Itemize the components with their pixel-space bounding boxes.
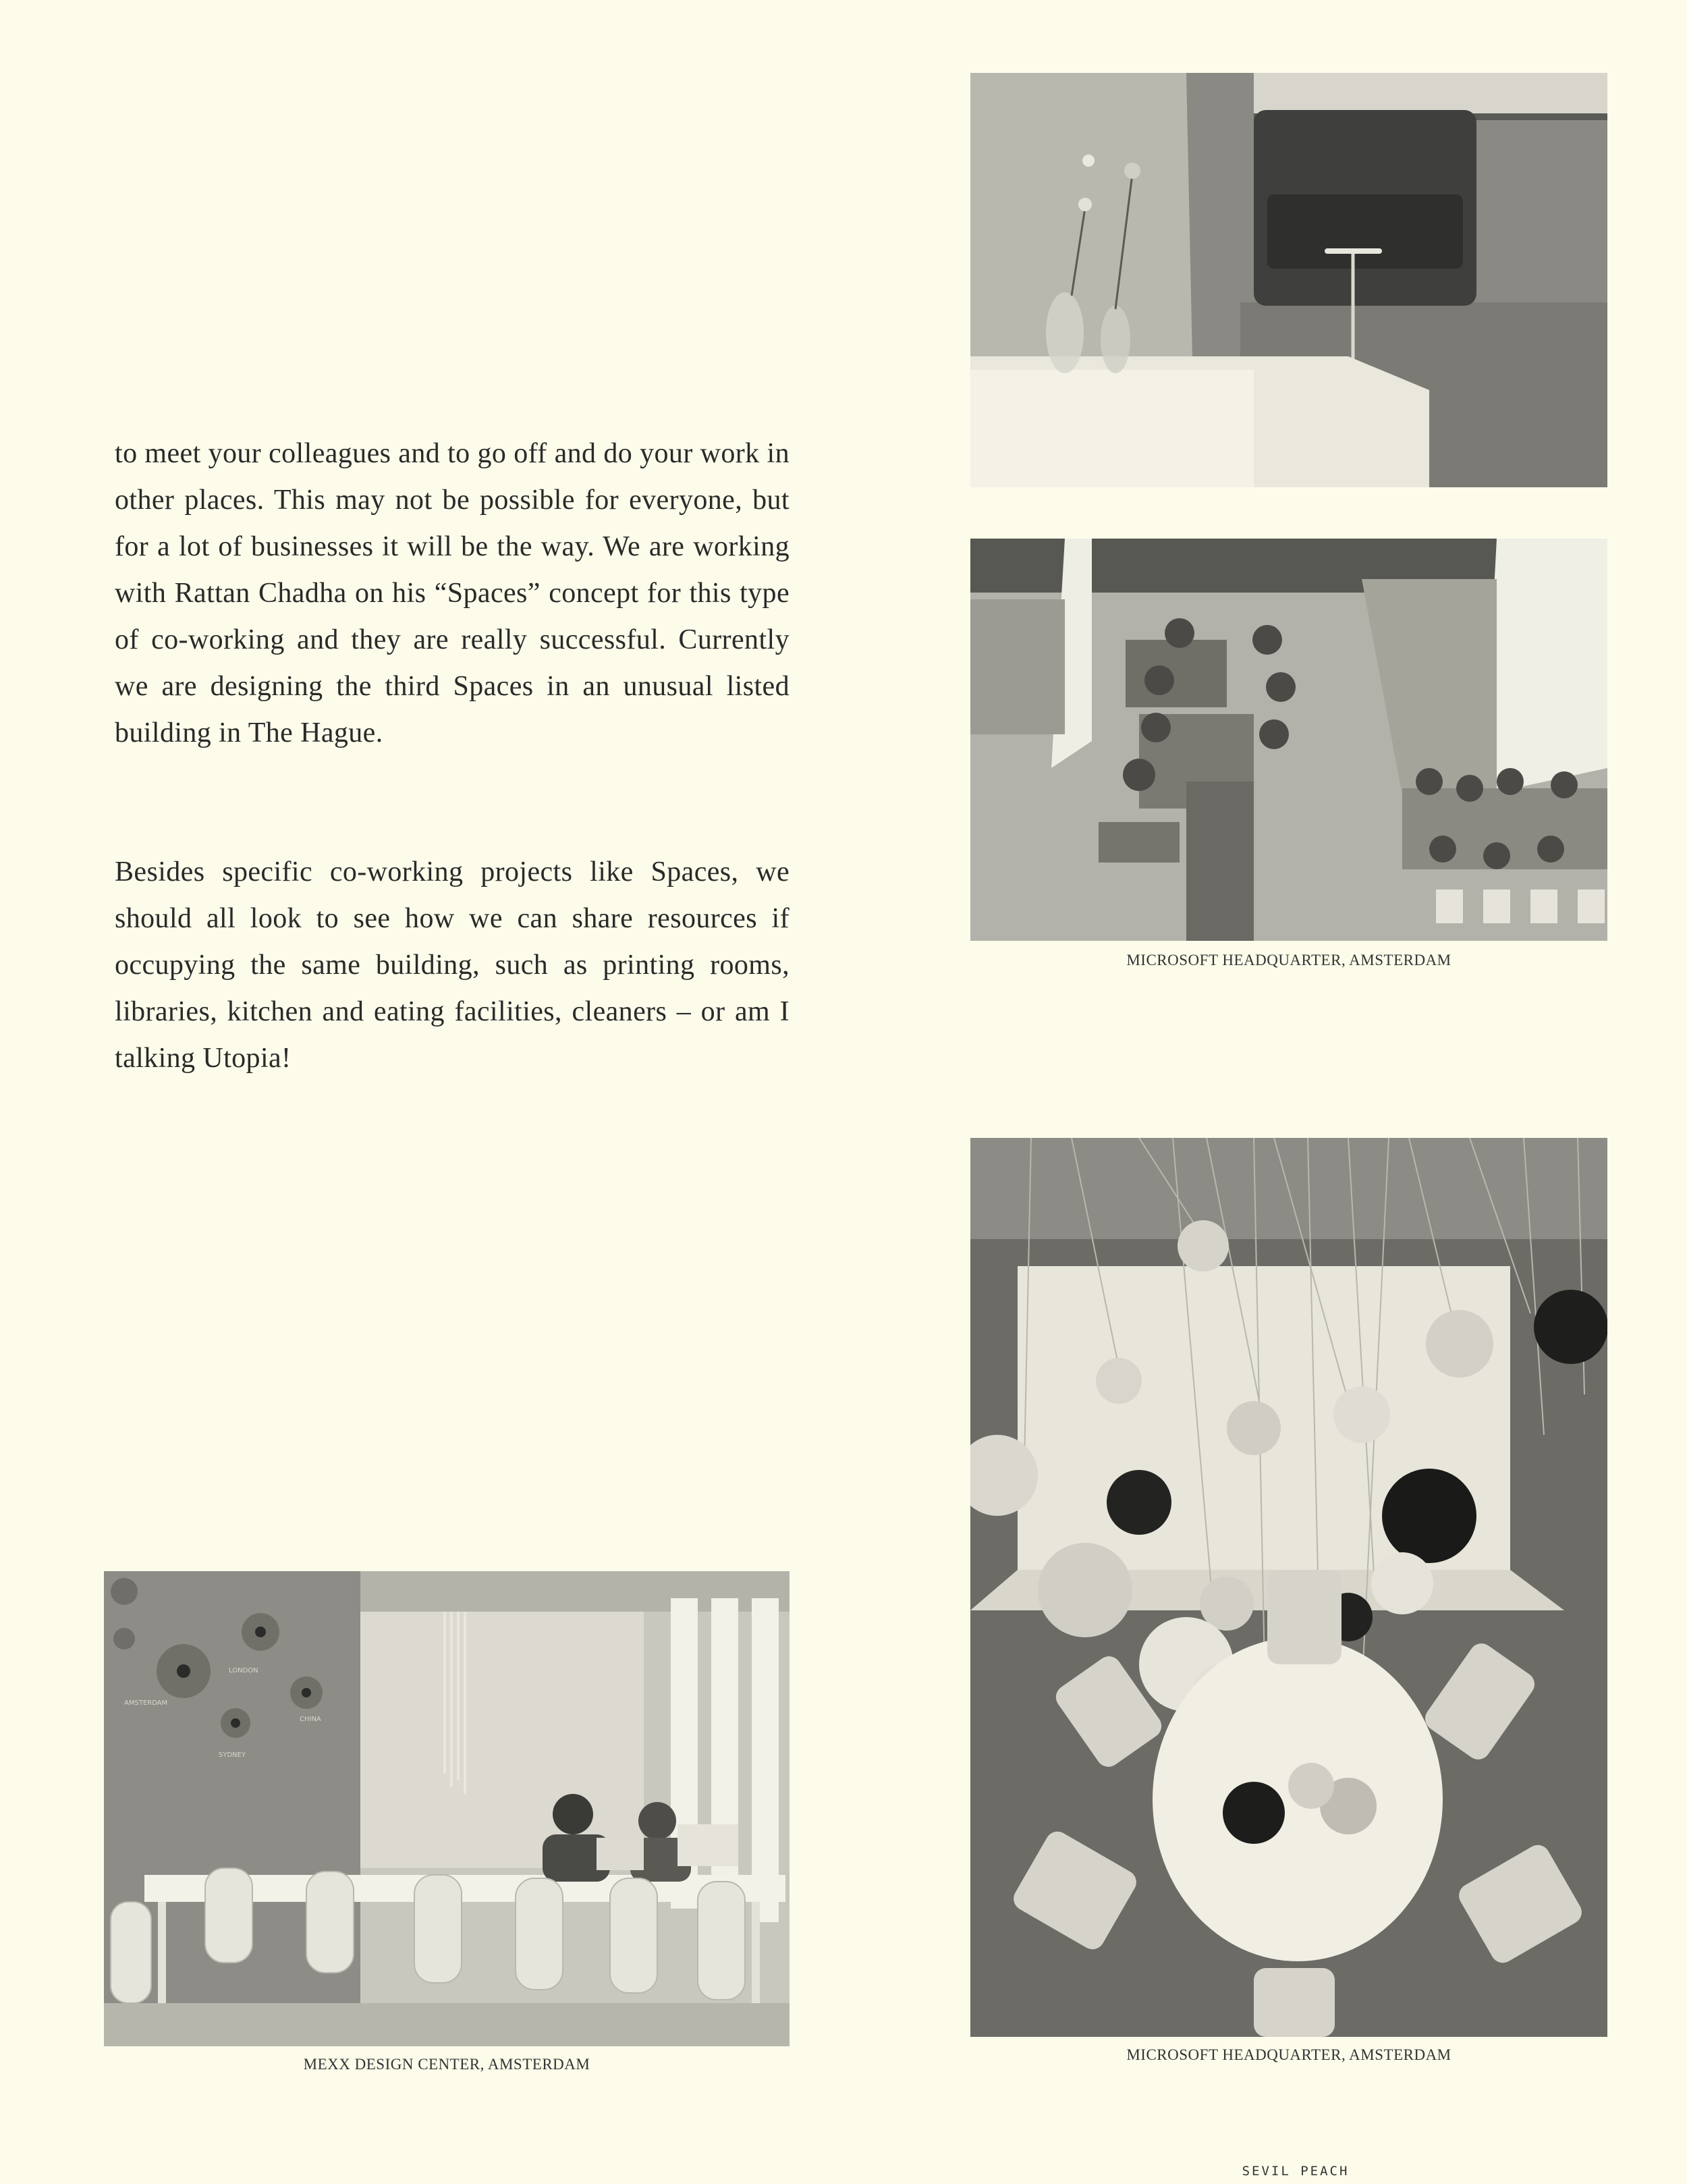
caption-mexx: MEXX DESIGN CENTER, AMSTERDAM: [303, 2056, 590, 2073]
caption-microsoft-1: MICROSOFT HEADQUARTER, AMSTERDAM: [1126, 952, 1451, 968]
caption-microsoft-2: MICROSOFT HEADQUARTER, AMSTERDAM: [1126, 2046, 1451, 2063]
wall-clock-label-china: CHINA: [300, 1716, 321, 1723]
footer-author: SEVIL PEACH: [1242, 2164, 1350, 2179]
photo-lounge-sofa: [970, 73, 1607, 487]
body-paragraph-2: Besides specific co-working projects like Spaces, we should all look to see how we can share resources if occupying the same building, such as printing rooms, libraries, kitchen and eating facilities, cleaners – or am I talking Utopia!: [115, 856, 790, 1074]
body-paragraph-1: to meet your colleagues and to go off and do your work in other places. This may not be possible for everyone, but for a lot of businesses it will be the way. We are working with Rattan Chadha on his “Spaces” concept for this type of co-working and they are really successful. Currently we are designing the third Spaces in an unusual listed building in The Hague.: [115, 438, 790, 748]
photo-pendant-lamps: [970, 1138, 1607, 2037]
wall-clock-label-amsterdam: AMSTERDAM: [124, 1699, 168, 1707]
wall-clock-label-london: LONDON: [229, 1667, 258, 1674]
photo-mexx-workspace: [104, 1571, 790, 2046]
wall-clock-label-sydney: SYDNEY: [219, 1751, 246, 1759]
photo-lunch-overhead: [970, 539, 1607, 941]
